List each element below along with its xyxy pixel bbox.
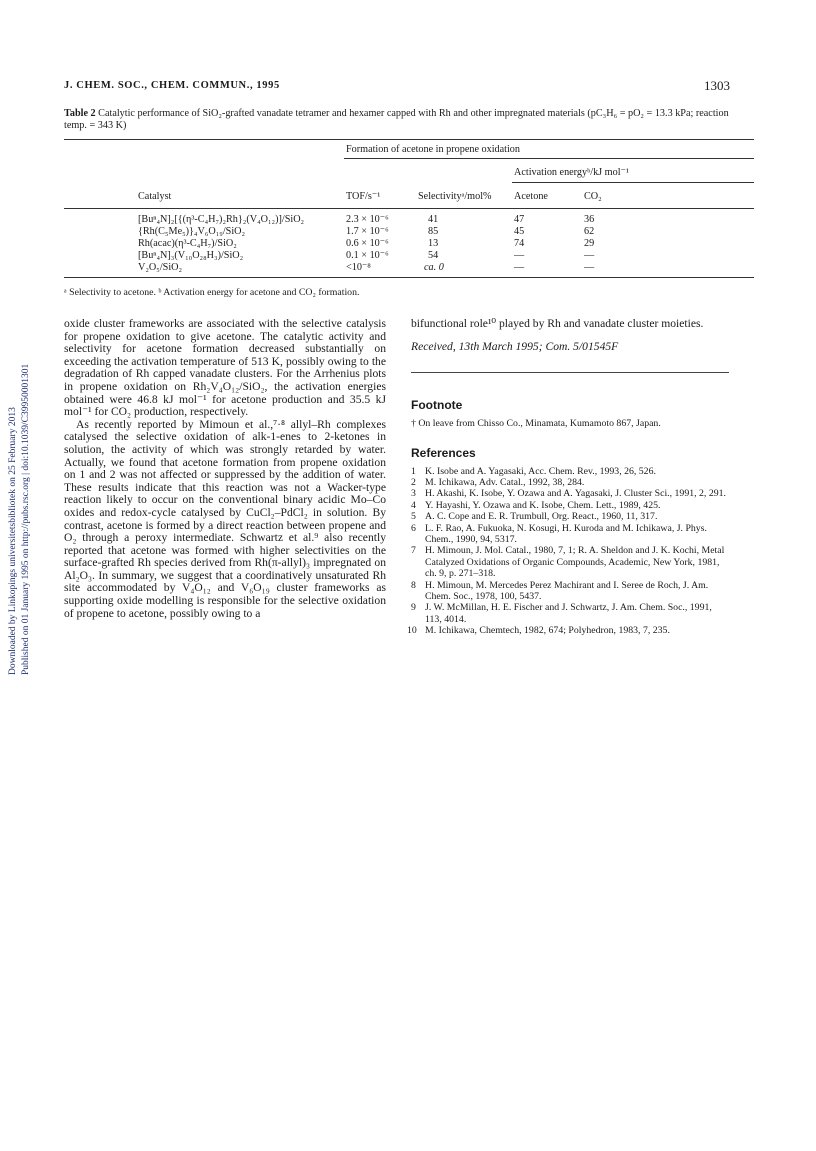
table-cell-selectivity: 41	[428, 214, 439, 225]
table-group-rule	[344, 158, 754, 159]
table-col-header-selectivity: Selectivityᵃ/mol%	[418, 191, 492, 202]
table-caption	[64, 108, 754, 132]
footnote-text: † On leave from Chisso Co., Minamata, Kumamoto 867, Japan.	[411, 418, 661, 430]
table-cell-tof: 2.3 × 10⁻⁶	[346, 214, 389, 225]
table-cell-catalyst: {Rh(C₅Me₅)}₄V₆O₁₉/SiO₂	[138, 226, 246, 237]
reference-item: 10 M. Ichikawa, Chemtech, 1982, 674; Polyhedron, 1983, 7, 235.	[407, 625, 670, 637]
table-bottom-rule	[64, 277, 754, 278]
table-energy-rule	[512, 182, 754, 183]
table-group-header: Formation of acetone in propene oxidation	[346, 144, 520, 155]
table-col-header-catalyst: Catalyst	[138, 191, 172, 202]
references-heading: References	[411, 445, 476, 460]
table-cell-selectivity: 85	[428, 226, 439, 237]
table-cell-acetone: 47	[514, 214, 525, 225]
received-line: Received, 13th March 1995; Com. 5/01545F	[411, 339, 619, 353]
table-cell-acetone: —	[514, 250, 525, 261]
reference-item: 1 K. Isobe and A. Yagasaki, Acc. Chem. Rev., 1993, 26, 526.	[411, 465, 656, 477]
table-energy-header: Activation energyᵇ/kJ mol⁻¹	[514, 167, 629, 178]
table-cell-acetone: 45	[514, 226, 525, 237]
table-cell-co2: —	[584, 250, 595, 261]
reference-item: 6 L. F. Rao, A. Fukuoka, N. Kosugi, H. Kuroda and M. Ichikawa, J. Phys. Chem., 1990, 94, 5317.	[411, 522, 707, 546]
table-cell-selectivity: 54	[428, 250, 439, 261]
table-cell-co2: 36	[584, 214, 595, 225]
reference-item: 2 M. Ichikawa, Adv. Catal., 1992, 38, 284.	[411, 477, 585, 488]
table-cell-catalyst: V₂O₅/SiO₂	[138, 262, 183, 273]
table-cell-co2: 62	[584, 226, 595, 237]
reference-item: 3 H. Akashi, K. Isobe, Y. Ozawa and A. Yagasaki, J. Cluster Sci., 1991, 2, 291.	[411, 488, 726, 500]
reference-item: 7 H. Mimoun, J. Mol. Catal., 1980, 7, 1; R. A. Sheldon and J. K. Kochi, Metal Catalyzed Oxidations of Organic Compounds, Academic, New York, 1981, ch. 9, p. 271–318.	[411, 545, 725, 580]
table-footnote: ᵃ Selectivity to acetone. ᵇ Activation energy for acetone and CO₂ formation.	[64, 287, 360, 298]
table-cell-tof: 0.6 × 10⁻⁶	[346, 238, 389, 249]
table-cell-tof: 1.7 × 10⁻⁶	[346, 226, 389, 237]
footnote-heading: Footnote	[411, 398, 463, 413]
paragraph: As recently reported by Mimoun et al.,⁷·⁸ allyl–Rh complexes catalysed the selective oxidation of alk-1-enes to 2-ketones in solution, the activity of which was strongly retarded by water. Actually, we found that acetone formation from propene oxidation on 1 and 2 was not affected or suppressed by the addition of water. These results indicate that this reaction was not a Wacker-type reaction likely to occur on the conventional binary acidic Mo–Co oxides and redox-cycle catalysed by CuCl₂–PdCl₂ in solution. By contrast, acetone is formed by a direct reaction between propene and O₂ through a peroxy intermediate. Schwartz et al.⁹ also recently reported that acetone was formed with higher selectivities on the surface-grafted Rh species derived from Rh(π-allyl)₃ impregnated on Al₂O₃. In summary, we suggest that a coordinatively unsaturated Rh site accommodated by V₄O₁₂ and V₆O₁₉ cluster frameworks as supporting oxide modelling is responsible for the selective oxidation of propene to acetone, possibly owing to a	[64, 417, 386, 620]
section-divider	[411, 372, 729, 373]
table-cell-tof: <10⁻⁸	[346, 262, 371, 273]
page-number: 1303	[704, 78, 730, 93]
table-cell-co2: 29	[584, 238, 595, 249]
table-cell-catalyst: Rh(acac)(η³-C₄H₇)/SiO₂	[138, 238, 237, 249]
right-column	[407, 317, 729, 637]
reference-item: 5 A. C. Cope and E. R. Trumbull, Org. React., 1960, 11, 317.	[411, 511, 658, 523]
paragraph: oxide cluster frameworks are associated with the selective catalysis for propene oxidation to give acetone. The catalytic activity and selectivity for acetone formation decreased substantially on exceeding the activation temperature of 513 K, possibly owing to the degradation of Rh capped vanadate clusters. For the Arrhenius plots in propene oxidation on Rh₂V₄O₁₂/SiO₂, the activation energies obtained were 46.8 kJ mol⁻¹ for acetone production and 35.5 kJ mol⁻¹ for CO₂ production, respectively.	[64, 317, 386, 419]
table-cell-catalyst: [Buⁿ₄N]₃(V₁₀O₂₈H₃)/SiO₂	[138, 250, 244, 261]
table-cell-tof: 0.1 × 10⁻⁶	[346, 250, 389, 261]
table-top-rule	[64, 139, 754, 140]
table-cell-acetone: —	[514, 262, 525, 273]
table-header-rule	[64, 208, 754, 209]
journal-header: J. CHEM. SOC., CHEM. COMMUN., 1995	[64, 80, 280, 91]
table-cell-selectivity: 13	[428, 238, 439, 249]
table-col-header-co2: CO₂	[584, 191, 602, 202]
paragraph-continuation: bifunctional role¹⁰ played by Rh and vanadate cluster moieties.	[411, 317, 704, 330]
left-column	[64, 318, 386, 620]
table-caption-text: Catalytic performance of SiO₂-grafted vanadate tetramer and hexamer capped with Rh and other impregnated materials (pC₃H₆ = pO₂ = 13.3 kPa; reaction temp. = 343 K)	[64, 108, 729, 131]
table-cell-selectivity: ca. 0	[424, 262, 444, 273]
reference-item: 4 Y. Hayashi, Y. Ozawa and K. Isobe, Chem. Lett., 1989, 425.	[411, 499, 661, 511]
table-col-header-tof: TOF/s⁻¹	[346, 191, 381, 202]
table-col-header-acetone: Acetone	[514, 191, 548, 202]
table-caption-label: Table 2	[64, 108, 96, 119]
table-cell-co2: —	[584, 262, 595, 273]
reference-item: 9 J. W. McMillan, H. E. Fischer and J. Schwartz, J. Am. Chem. Soc., 1991, 113, 4014.	[411, 602, 712, 625]
table-cell-catalyst: [Buⁿ₄N]₂[{(η³-C₄H₇)₂Rh}₂(V₄O₁₂)]/SiO₂	[138, 214, 305, 225]
sidebar-download-line: Downloaded by Linkopings universitetsbibliotek on 25 February 2013	[8, 407, 18, 675]
references-list	[407, 465, 729, 637]
sidebar-doi-line: Published on 01 January 1995 on http://pubs.rsc.org | doi:10.1039/C39950001301	[21, 363, 31, 675]
table-cell-acetone: 74	[514, 238, 525, 249]
reference-item: 8 H. Mimoun, M. Mercedes Perez Machirant and I. Seree de Roch, J. Am. Chem. Soc., 1978, 100, 5437.	[411, 579, 709, 603]
download-sidebar	[0, 315, 40, 675]
